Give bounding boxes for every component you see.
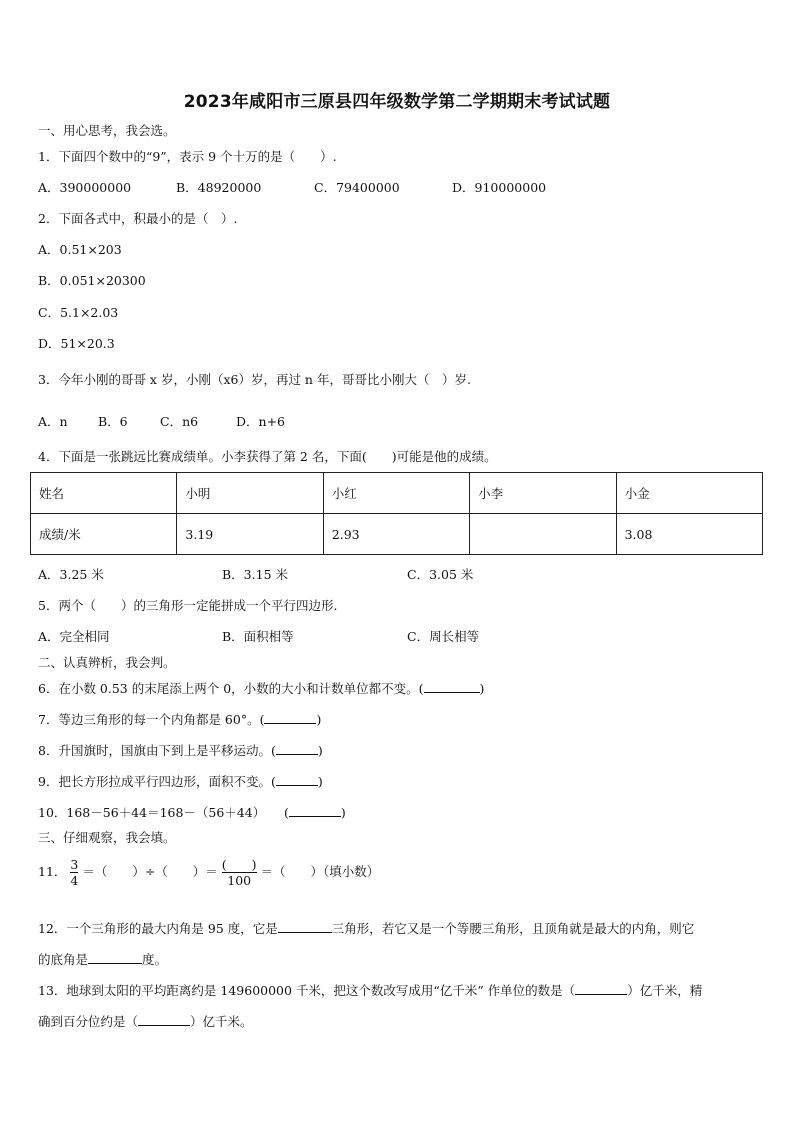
- question-13-text-b: ）亿千米，精: [627, 983, 703, 998]
- section-2-heading: 二、认真辨析，我会判。: [38, 655, 176, 670]
- question-2-stem: 2．下面各式中，积最小的是（ ）.: [38, 211, 238, 226]
- table-cell: 小李: [470, 473, 616, 514]
- question-13-text-d: ）亿千米。: [190, 1014, 253, 1029]
- question-13-text-a: 13．地球到太阳的平均距离约是 149600000 千米，把这个数改写成用“亿千米” 作单位的数是（: [38, 983, 576, 998]
- close-paren: ): [316, 712, 322, 727]
- question-1-stem: 1．下面四个数中的“9”，表示 9 个十万的是（ ）.: [38, 149, 337, 164]
- q3-option-a: A．n: [38, 414, 68, 429]
- question-4-stem: 4．下面是一张跳远比赛成绩单。小李获得了第 2 名，下面( )可能是他的成绩。: [38, 449, 497, 464]
- table-cell: 3.19: [177, 514, 323, 555]
- table-row: [31, 473, 763, 514]
- question-9-text: 9．把长方形拉成平行四边形，面积不变。(: [38, 774, 276, 789]
- question-11: [38, 858, 379, 887]
- answer-blank[interactable]: [138, 1013, 190, 1026]
- q4-option-c: C．3.05 米: [407, 567, 474, 582]
- question-6: [38, 679, 484, 697]
- fraction-numerator: 3: [70, 857, 79, 872]
- q5-option-b: B．面积相等: [222, 629, 294, 644]
- fraction-three-quarters: [70, 858, 78, 887]
- exam-title: 2023年咸阳市三原县四年级数学第二学期期末考试试题: [183, 92, 611, 112]
- table-cell: 小明: [177, 473, 323, 514]
- q4-option-b: B．3.15 米: [222, 567, 288, 582]
- answer-blank[interactable]: [88, 951, 142, 964]
- table-cell: 小金: [616, 473, 762, 514]
- question-11-label: 11．: [38, 864, 67, 880]
- question-7-text: 7．等边三角形的每一个内角都是 60°。(: [38, 712, 265, 727]
- question-13-line-2: [38, 1012, 253, 1030]
- table-cell: 3.08: [616, 514, 762, 555]
- fraction-numerator-blank[interactable]: ( ): [221, 857, 257, 872]
- question-6-text: 6．在小数 0.53 的末尾添上两个 0，小数的大小和计数单位都不变。(: [38, 681, 424, 696]
- q1-option-c: C．79400000: [314, 180, 400, 195]
- section-3-heading: 三、仔细观察，我会填。: [38, 830, 176, 845]
- question-12-text-b: 三角形，若它又是一个等腰三角形，且顶角就是最大的内角，则它: [331, 921, 695, 936]
- table-cell: [470, 514, 616, 555]
- answer-blank[interactable]: [276, 773, 318, 786]
- question-11-middle: ＝（ ）÷（ ）＝: [82, 864, 218, 880]
- q1-option-a: A．390000000: [38, 180, 132, 195]
- table-row: [31, 514, 763, 555]
- close-paren: ): [340, 805, 346, 820]
- question-12-text-d: 度。: [142, 952, 168, 967]
- question-13-line-1: [38, 981, 702, 999]
- answer-blank[interactable]: [289, 804, 341, 817]
- q4-option-a: A．3.25 米: [38, 567, 104, 582]
- question-5-stem: 5．两个（ ）的三角形一定能拼成一个平行四边形.: [38, 598, 338, 613]
- question-3-stem: 3．今年小刚的哥哥 x 岁，小刚（x6）岁，再过 n 年，哥哥比小刚大（ ）岁.: [38, 372, 471, 387]
- answer-blank[interactable]: [276, 742, 318, 755]
- question-11-tail: ＝（ ）（填小数）: [260, 864, 380, 880]
- answer-blank[interactable]: [264, 711, 316, 724]
- table-cell: 2.93: [323, 514, 469, 555]
- question-13-text-c: 确到百分位约是（: [38, 1014, 139, 1029]
- question-7: [38, 710, 321, 728]
- q2-option-c: C．5.1×2.03: [38, 305, 119, 320]
- table-cell: 小红: [323, 473, 469, 514]
- question-8: [38, 741, 323, 759]
- score-table: [30, 472, 763, 555]
- close-paren: ): [479, 681, 485, 696]
- question-10-text: 10．168－56＋44＝168－（56＋44） (: [38, 805, 289, 820]
- close-paren: ): [317, 743, 323, 758]
- close-paren: ): [317, 774, 323, 789]
- question-9: [38, 772, 323, 790]
- q3-option-d: D．n+6: [236, 414, 285, 429]
- question-12-text-c: 的底角是: [38, 952, 89, 967]
- question-12-line-2: [38, 950, 167, 968]
- answer-blank[interactable]: [575, 982, 627, 995]
- section-1-heading: 一、用心思考，我会选。: [38, 123, 176, 138]
- table-cell: 姓名: [31, 473, 177, 514]
- question-10: [38, 803, 346, 821]
- q2-option-a: A．0.51×203: [38, 242, 122, 257]
- q1-option-d: D．910000000: [452, 180, 547, 195]
- answer-blank[interactable]: [278, 920, 332, 933]
- fraction-denominator: 4: [70, 873, 79, 889]
- question-8-text: 8．升国旗时，国旗由下到上是平移运动。(: [38, 743, 276, 758]
- q2-option-b: B．0.051×20300: [38, 273, 146, 288]
- q2-option-d: D．51×20.3: [38, 336, 115, 351]
- q3-option-b: B．6: [98, 414, 128, 429]
- answer-blank[interactable]: [424, 680, 480, 693]
- q3-option-c: C．n6: [160, 414, 199, 429]
- q5-option-a: A．完全相同: [38, 629, 110, 644]
- q1-option-b: B．48920000: [176, 180, 262, 195]
- fraction-denominator: 100: [227, 873, 252, 889]
- question-12-line-1: [38, 919, 694, 937]
- fraction-over-100: [222, 858, 257, 887]
- q5-option-c: C．周长相等: [407, 629, 480, 644]
- table-cell: 成绩/米: [31, 514, 177, 555]
- question-12-text-a: 12．一个三角形的最大内角是 95 度，它是: [38, 921, 278, 936]
